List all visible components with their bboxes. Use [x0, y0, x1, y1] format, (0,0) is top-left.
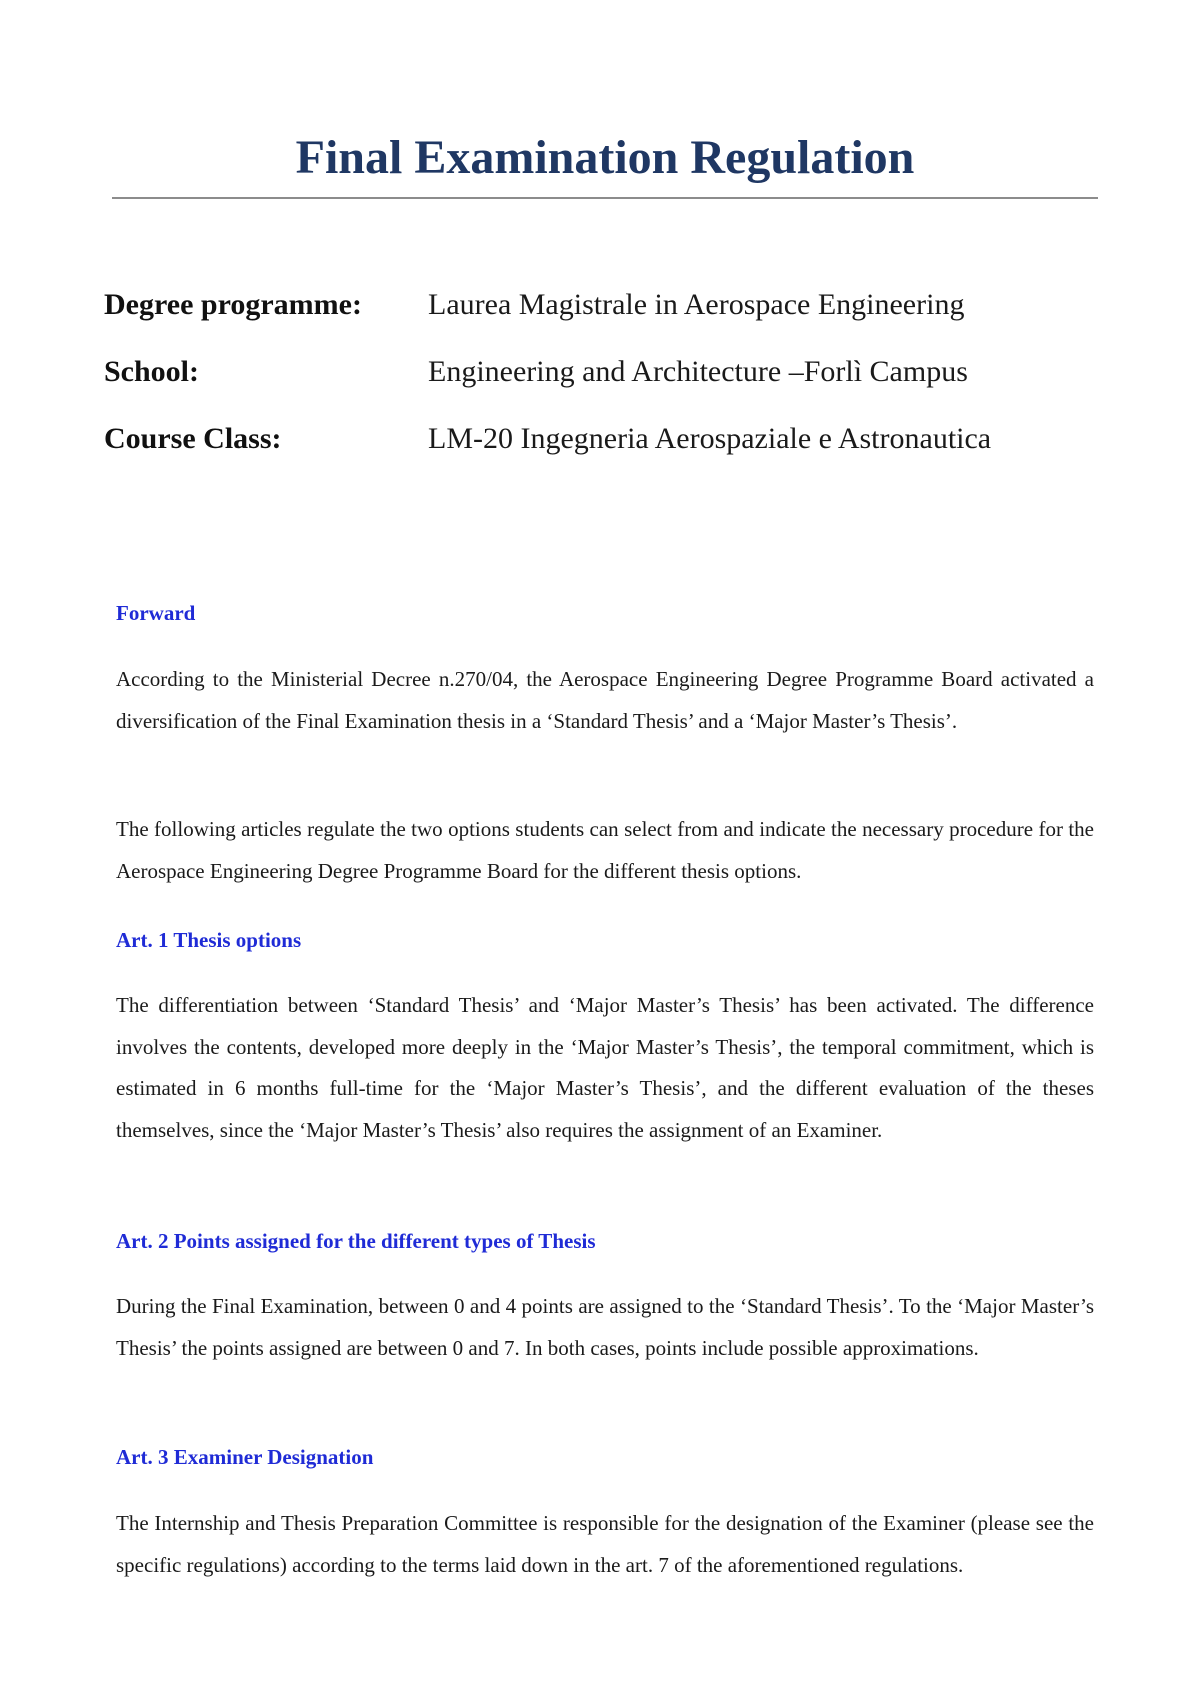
meta-value: Engineering and Architecture –Forlì Campus	[428, 355, 968, 388]
document-title: Final Examination Regulation	[295, 131, 915, 184]
paragraph: The following articles regulate the two options students can select from and indicate the necessary procedure for the Aerospace Engineering Degree Programme Board for the different thesis options.	[116, 817, 1094, 883]
paragraph: During the Final Examination, between 0 and 4 points are assigned to the ‘Standard Thesis’. To the ‘Major Master’s Thesis’ the points assigned are between 0 and 7. In both cases, points include possible approximations.	[116, 1294, 1094, 1360]
section-heading-art-1: Art. 1 Thesis options	[116, 928, 302, 952]
meta-label: Degree programme:	[104, 288, 362, 321]
title-divider	[112, 197, 1098, 199]
meta-label: Course Class:	[104, 422, 282, 455]
meta-label: School:	[104, 355, 200, 388]
paragraph: The Internship and Thesis Preparation Committee is responsible for the designation of the Examiner (please see the specific regulations) according to the terms laid down in the art. 7 of the aforementioned regulations.	[116, 1511, 1094, 1577]
meta-value: Laurea Magistrale in Aerospace Engineering	[428, 288, 965, 321]
section-heading-art-2: Art. 2 Points assigned for the different types of Thesis	[116, 1229, 596, 1253]
paragraph: According to the Ministerial Decree n.270/04, the Aerospace Engineering Degree Programme Board activated a diversification of the Final Examination thesis in a ‘Standard Thesis’ and a ‘Major Master’s Thesis’.	[116, 667, 1094, 733]
section-heading-art-3: Art. 3 Examiner Designation	[116, 1445, 374, 1469]
section-heading-forward: Forward	[116, 601, 196, 625]
meta-value: LM-20 Ingegneria Aerospaziale e Astronautica	[428, 422, 992, 455]
paragraph: The differentiation between ‘Standard Thesis’ and ‘Major Master’s Thesis’ has been activated. The difference involves the contents, developed more deeply in the ‘Major Master’s Thesis’, the temporal commitment, which is estimated in 6 months full-time for the ‘Major Master’s Thesis’, and the different evaluation of the theses themselves, since the ‘Major Master’s Thesis’ also requires the assignment of an Examiner.	[116, 993, 1094, 1142]
